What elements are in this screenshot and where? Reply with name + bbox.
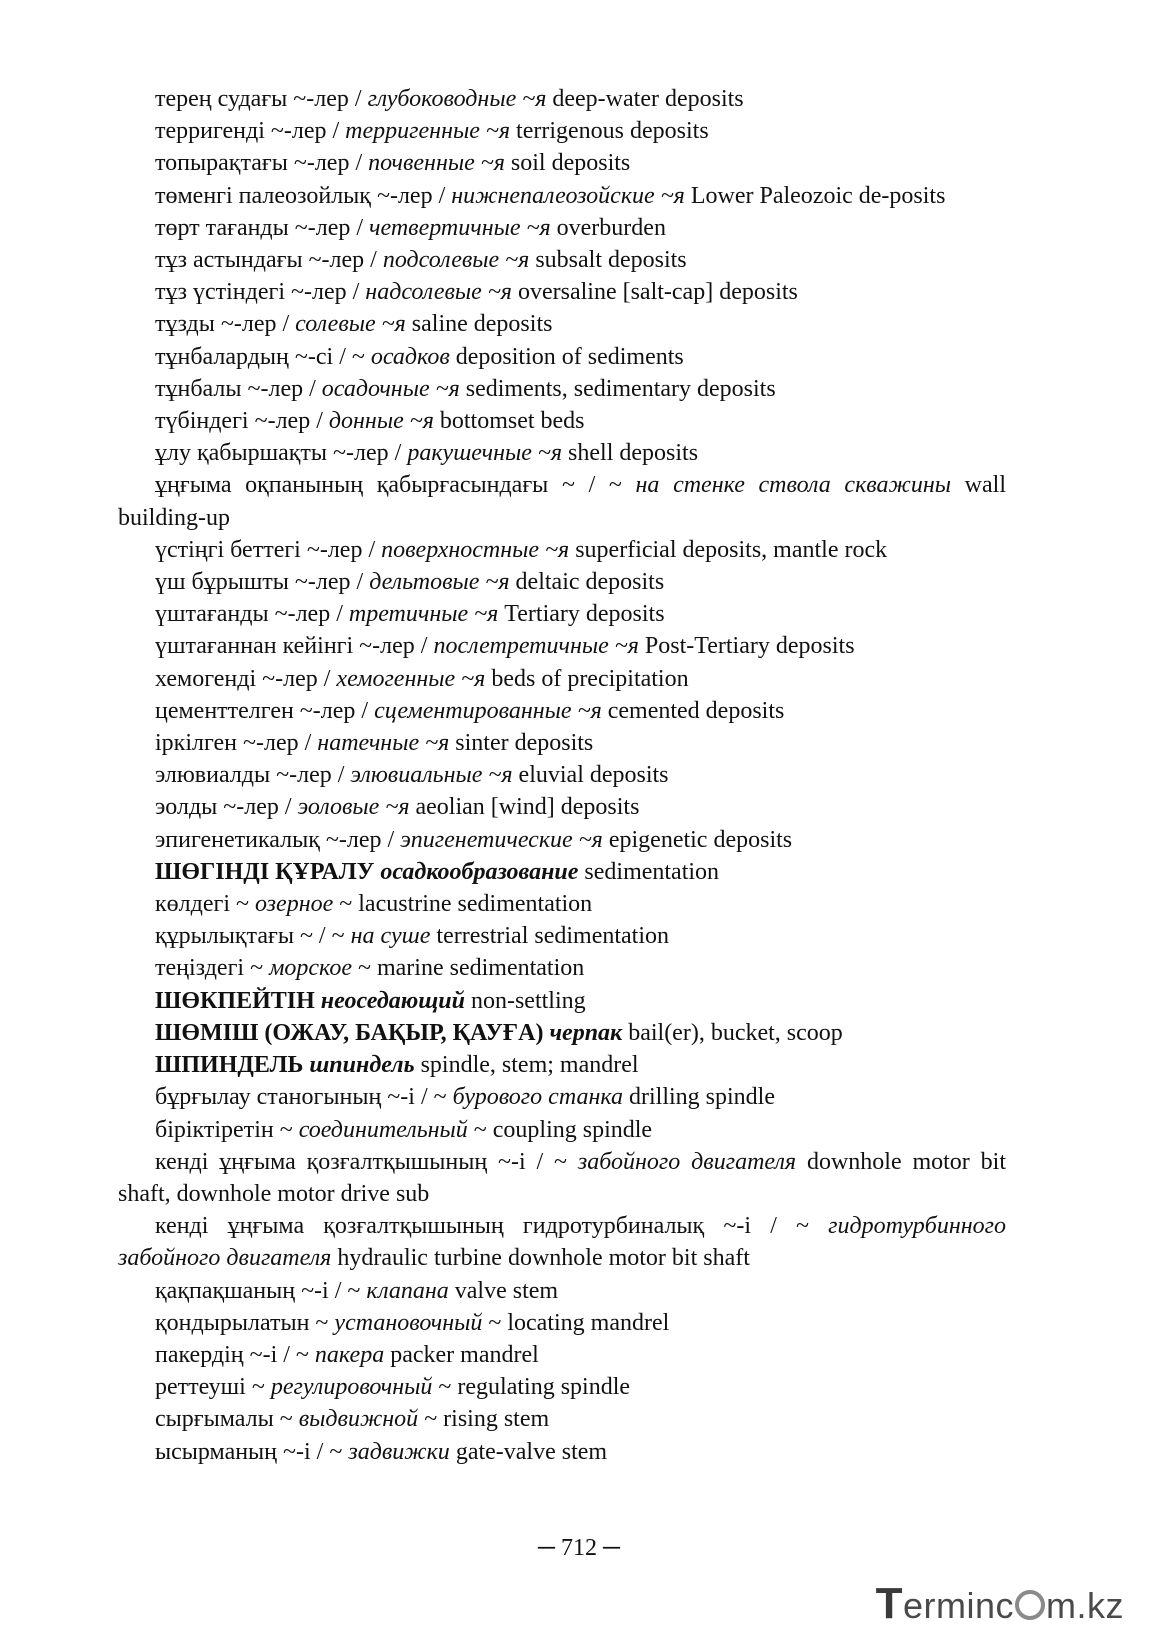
entry-text: ысырманың ~-і / ~ [155,1438,349,1465]
entry-text: Post-Tertiary deposits [638,633,855,660]
entry-text: ұлу қабыршақты ~-лер / [155,440,408,467]
watermark-part2: m.kz [1046,1585,1124,1626]
entry-text: beds of precipitation [485,665,689,692]
entry-text: soil deposits [504,150,631,177]
entry-russian-term: клапана [366,1277,449,1304]
entry-headword: ШӨМІШ (ОЖАУ, БАҚЫР, ҚАУҒА) [155,1019,544,1046]
entry-russian-term: нижнепалеозойские ~я [451,182,685,209]
dictionary-entry [118,212,1006,244]
entry-text: хемогенді ~-лер / [155,665,337,692]
entry-text: үштағанды ~-лер / [155,601,349,628]
entry-russian-term: поверхностные ~я [381,536,570,563]
entry-text: superficial deposits, mantle rock [569,536,888,563]
entry-text: downhole motor bit shaft, downhole motor drive sub [118,1148,1006,1207]
entry-text: тұз астындағы ~-лер / [155,247,383,274]
entry-text: eluvial deposits [512,762,669,789]
dictionary-entry [118,920,1006,952]
entry-headword: ШӨГІНДІ ҚҰРАЛУ [155,858,375,885]
entry-text: цементтелген ~-лер / [155,697,375,724]
entry-russian-term: осадочные ~я [321,375,460,402]
entry-text: қондырылатын ~ [155,1309,335,1336]
entry-russian-term: подсолевые ~я [382,247,530,274]
entry-russian-term: забойного двигателя [577,1148,797,1175]
entry-russian-term: на суше [350,923,431,950]
entry-text: cemented deposits [601,697,785,724]
entry-text: эпигенетикалық ~-лер / [155,826,401,853]
dictionary-entry [118,405,1006,437]
entry-text: реттеуші ~ [155,1374,271,1401]
entry-text: тұзды ~-лер / [155,311,296,338]
dictionary-page [118,83,1006,1468]
entry-text: sedimentation [578,858,720,885]
entry-text: spindle, stem; mandrel [414,1052,639,1079]
entry-text: bail(er), bucket, scoop [622,1019,843,1046]
entry-russian-term: бурового станка [452,1084,623,1111]
dictionary-entry [118,1371,1006,1403]
dictionary-entry [118,566,1006,598]
entry-text: deposition of sediments [449,343,684,370]
entry-russian-term: натечные ~я [317,730,450,757]
dictionary-entry [118,824,1006,856]
entry-text: қақпақшаның ~-і / ~ [155,1277,367,1304]
entry-text: hydraulic turbine downhole motor bit shaft [331,1245,750,1272]
dictionary-entry [118,1403,1006,1435]
dictionary-entry [118,598,1006,630]
entry-headword: ШӨКПЕЙТІН [155,987,315,1014]
dictionary-entry [118,373,1006,405]
dictionary-entry [118,791,1006,823]
entry-text: Lower Paleozoic de-posits [684,182,946,209]
entry-text: төменгі палеозойлық ~-лер / [155,182,452,209]
dictionary-entry [118,437,1006,469]
dictionary-entry [118,1081,1006,1113]
entry-text: сырғымалы ~ [155,1406,299,1433]
entry-text: shell deposits [562,440,699,467]
entry-russian-term: хемогенные ~я [336,665,486,692]
entry-text: кенді ұңғыма қозғалтқышының гидротурбиналық ~-і / ~ [155,1213,829,1240]
entry-russian-headword: шпиндель [309,1052,415,1079]
entry-text: ~ locating mandrel [482,1309,670,1336]
entry-russian-term: пакера [314,1341,385,1368]
entry-text: wall building-up [118,472,1006,531]
entry-text: құрылықтағы ~ / ~ [155,923,351,950]
entry-russian-term: четвертичные ~я [369,214,551,241]
dictionary-entry [118,1049,1006,1081]
entry-russian-term: регулировочный [270,1374,433,1401]
dictionary-entry [118,180,1006,212]
entry-russian-term: солевые ~я [295,311,406,338]
entry-russian-term: донные ~я [328,408,434,435]
entry-russian-term: послетретичные ~я [433,633,639,660]
dictionary-entry [118,952,1006,984]
dictionary-entry [118,1339,1006,1371]
dictionary-entry [118,759,1006,791]
entry-russian-headword: осадкообразование [380,858,579,885]
dictionary-entry [118,727,1006,759]
entry-text: oversaline [salt-cap] deposits [511,279,798,306]
entry-russian-term: сцементированные ~я [374,697,602,724]
dictionary-entry [118,888,1006,920]
entry-text: valve stem [448,1277,559,1304]
entry-text: эолды ~-лер / [155,794,298,821]
entry-text: топырақтағы ~-лер / [155,150,369,177]
entry-text: packer mandrel [384,1341,539,1368]
dictionary-entry [118,308,1006,340]
entry-text: терең судағы ~-лер / [155,86,368,112]
dictionary-entry [118,115,1006,147]
watermark-o-icon [1015,1590,1045,1620]
termincom-watermark [876,1579,1124,1629]
dictionary-entry [118,1307,1006,1339]
entry-text: біріктіретін ~ [155,1116,299,1143]
entry-text: gate-valve stem [449,1438,608,1465]
entry-text: subsalt deposits [529,247,687,274]
entry-russian-term: терригенные ~я [345,118,511,145]
dictionary-entry [118,534,1006,566]
dictionary-entry [118,469,1006,533]
entry-text: тұнбалы ~-лер / [155,375,322,402]
dictionary-entry [118,1275,1006,1307]
entry-text: ~ marine sedimentation [352,955,585,982]
entry-russian-term: ракушечные ~я [407,440,563,467]
entry-text: терригенді ~-лер / [155,118,346,145]
watermark-prefix: T [875,1579,903,1628]
entry-russian-term: почвенные ~я [368,150,505,177]
entry-russian-term: элювиальные ~я [350,762,513,789]
entry-text: deep-water deposits [546,86,744,112]
dictionary-entry [118,83,1006,115]
entry-text: кенді ұңғыма қозғалтқышының ~-і / ~ [155,1148,578,1175]
entry-text: іркілген ~-лер / [155,730,318,757]
entry-russian-term: установочный [334,1309,483,1336]
entry-russian-term: эпигенетические ~я [400,826,603,853]
entry-text: төрт тағанды ~-лер / [155,214,370,241]
page-number: ─ 712 ─ [537,1535,620,1561]
entry-headword: ШПИНДЕЛЬ [155,1052,304,1079]
entry-text: ~ lacustrine sedimentation [333,891,593,918]
entry-text: элювиалды ~-лер / [155,762,351,789]
watermark-part1: erminc [902,1585,1014,1626]
entry-text: epigenetic deposits [602,826,793,853]
entry-text: sediments, sedimentary deposits [459,375,776,402]
entry-text: тұнбалардың ~-сі / ~ [155,343,371,370]
dictionary-entry [118,856,1006,888]
entry-text: үш бұрышты ~-лер / [155,569,370,596]
entry-text: saline deposits [405,311,553,338]
entry-russian-term: осадков [370,343,450,370]
dictionary-entry [118,663,1006,695]
dictionary-entry [118,244,1006,276]
entry-text: non-settling [464,987,586,1014]
dictionary-entry [118,630,1006,662]
entry-text: deltaic deposits [509,569,665,596]
entry-text: үштағаннан кейінгі ~-лер / [155,633,434,660]
dictionary-entry [118,695,1006,727]
dictionary-entry [118,1146,1006,1210]
entry-text: түбіндегі ~-лер / [155,408,329,435]
dictionary-entry [118,985,1006,1017]
entry-russian-headword: черпак [549,1019,623,1046]
entry-russian-headword: неоседающий [320,987,465,1014]
entry-russian-term: третичные ~я [348,601,499,628]
entry-text: ұңғыма оқпанының қабырғасындағы ~ / ~ [155,472,636,499]
entry-text: үстіңгі беттегі ~-лер / [155,536,382,563]
entry-text: пакердің ~-і / ~ [155,1341,315,1368]
entry-text: sinter deposits [449,730,594,757]
entry-russian-term: озерное [255,891,334,918]
entry-text: теңіздегі ~ [155,955,270,982]
entry-text: drilling spindle [622,1084,775,1111]
entry-russian-term: дельтовые ~я [369,569,510,596]
entry-text: bottomset beds [433,408,585,435]
dictionary-entry [118,1017,1006,1049]
entry-russian-term: на стенке ствола скважины [635,472,952,499]
entry-text: көлдегі ~ [155,891,255,918]
entry-russian-term: глубоководные ~я [367,86,547,112]
entry-text: terrestrial sedimentation [430,923,670,950]
entry-text: тұз үстіндегі ~-лер / [155,279,366,306]
dictionary-entry [118,276,1006,308]
entry-text: бұрғылау станогының ~-і / ~ [155,1084,453,1111]
entry-text: ~ regulating spindle [432,1374,631,1401]
entry-text: ~ rising stem [418,1406,550,1433]
dictionary-entry [118,1114,1006,1146]
entry-russian-term: соединительный [298,1116,468,1143]
entry-russian-term: гидротурбинного забойного двигателя [118,1213,1006,1272]
entry-russian-term: морское [269,955,352,982]
entry-russian-term: задвижки [348,1438,450,1465]
entry-text: ~ coupling spindle [467,1116,653,1143]
dictionary-entry [118,1210,1006,1274]
dictionary-entry [118,147,1006,179]
entry-russian-term: выдвижной [298,1406,419,1433]
entry-russian-term: надсолевые ~я [365,279,512,306]
entry-russian-term: эоловые ~я [297,794,410,821]
entry-text: aeolian [wind] deposits [409,794,640,821]
entry-text: terrigenous deposits [510,118,709,145]
dictionary-entry [118,341,1006,373]
entry-text: Tertiary deposits [498,601,665,628]
dictionary-entry [118,1436,1006,1468]
entry-text: overburden [550,214,666,241]
